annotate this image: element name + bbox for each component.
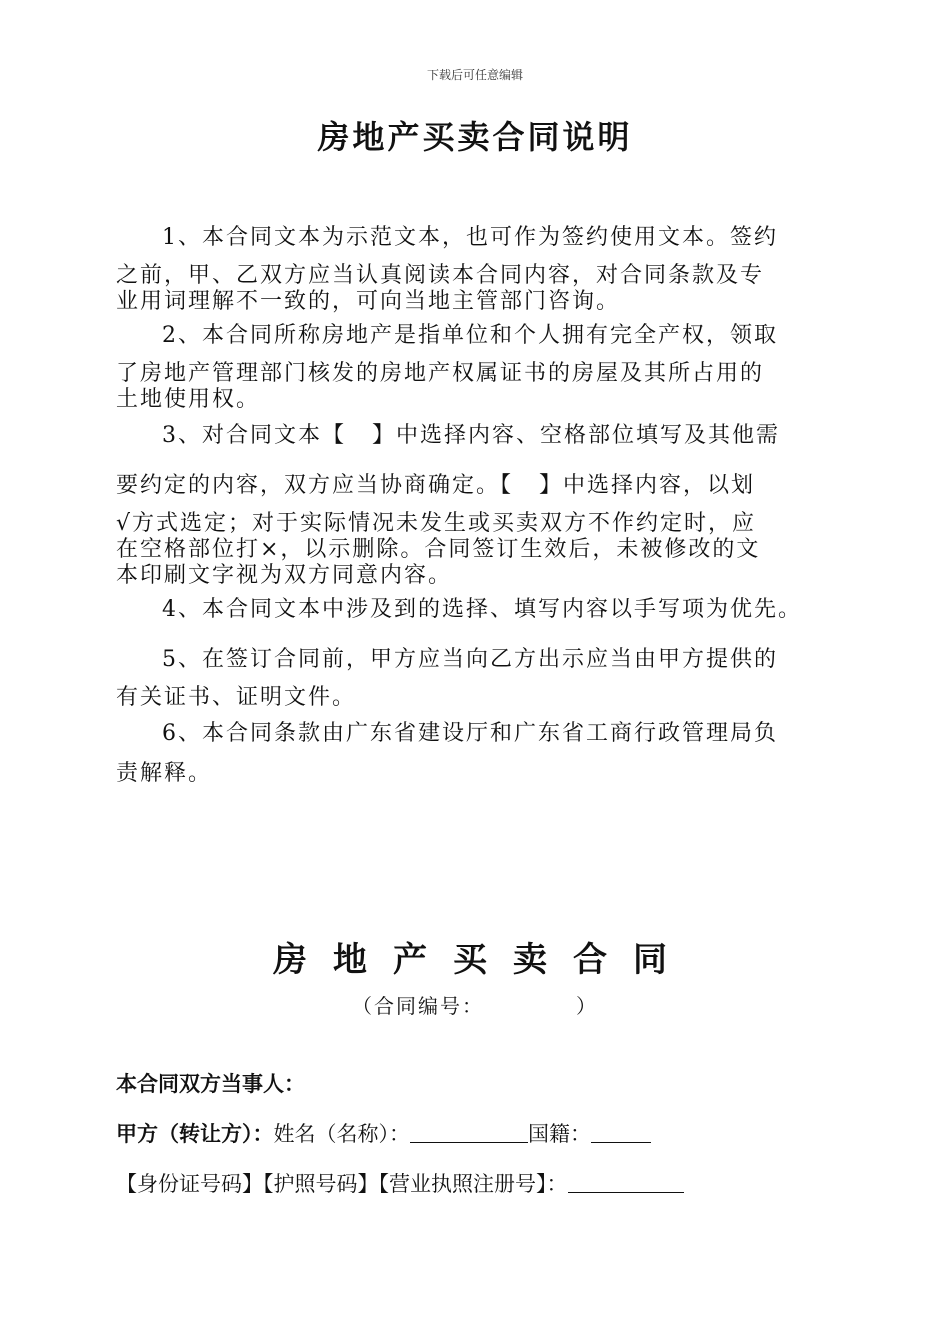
name-label: 姓名（名称）： xyxy=(273,1122,410,1146)
id-row xyxy=(116,1168,684,1198)
contract-title: 房地产买卖合同 xyxy=(273,940,693,980)
paragraph-line: 2、本合同所称房地产是指单位和个人拥有完全产权，领取 xyxy=(162,323,778,348)
paragraph-line: 要约定的内容，双方应当协商确定。【 】中选择内容，以划 xyxy=(116,473,756,498)
id-type-label: 【身份证号码】【护照号码】【营业执照注册号】： xyxy=(116,1172,568,1196)
party-a-row xyxy=(116,1118,651,1148)
paragraph-line: 土地使用权。 xyxy=(116,387,261,412)
parties-heading: 本合同双方当事人： xyxy=(116,1072,305,1096)
contract-number xyxy=(0,990,950,1019)
nationality-field[interactable] xyxy=(591,1124,651,1143)
paragraph-line: 本印刷文字视为双方同意内容。 xyxy=(116,563,453,588)
contract-number-close: ） xyxy=(576,994,598,1018)
paragraph-line: 4、本合同文本中涉及到的选择、填写内容以手写项为优先。 xyxy=(162,597,802,622)
document-title: 房地产买卖合同说明 xyxy=(317,118,633,156)
name-field[interactable] xyxy=(410,1124,528,1143)
party-a-label: 甲方（转让方）： xyxy=(116,1122,274,1146)
paragraph-line: 业用词理解不一致的，可向当地主管部门咨询。 xyxy=(116,289,621,314)
paragraph-line: 在空格部位打×，以示删除。合同签订生效后，未被修改的文 xyxy=(116,537,761,562)
header-note: 下载后可任意编辑 xyxy=(426,68,523,82)
paragraph-line: 责解释。 xyxy=(116,761,213,786)
id-number-field[interactable] xyxy=(568,1174,684,1193)
paragraph-line: 6、本合同条款由广东省建设厅和广东省工商行政管理局负 xyxy=(162,721,778,746)
paragraph-line: 1、本合同文本为示范文本，也可作为签约使用文本。签约 xyxy=(162,225,778,250)
paragraph-line: 有关证书、证明文件。 xyxy=(116,685,357,710)
paragraph-line: √方式选定；对于实际情况未发生或买卖双方不作约定时，应 xyxy=(116,511,757,536)
nationality-label: 国籍： xyxy=(528,1122,591,1146)
contract-number-label: （合同编号： xyxy=(352,994,484,1018)
paragraph-line: 5、在签订合同前，甲方应当向乙方出示应当由甲方提供的 xyxy=(162,647,778,672)
paragraph-line: 3、对合同文本【 】中选择内容、空格部位填写及其他需 xyxy=(162,423,781,448)
paragraph-line: 了房地产管理部门核发的房地产权属证书的房屋及其所占用的 xyxy=(116,361,765,386)
paragraph-line: 之前，甲、乙双方应当认真阅读本合同内容，对合同条款及专 xyxy=(116,263,765,288)
